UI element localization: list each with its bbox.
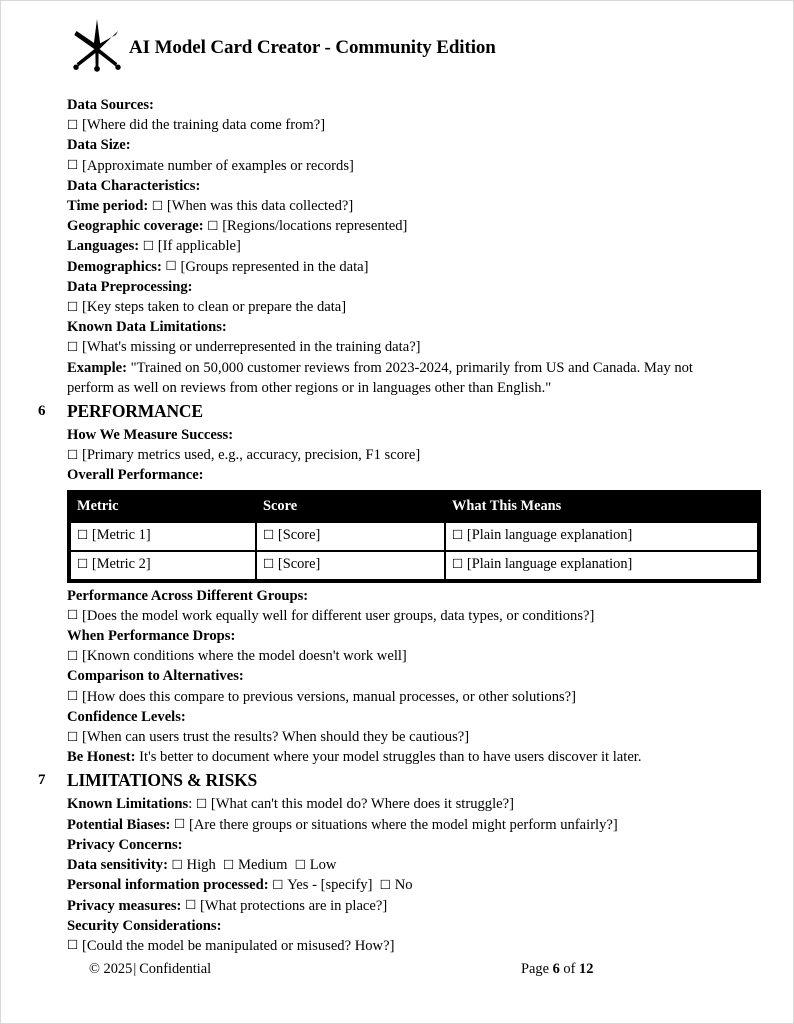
table-header-what-this-means: What This Means — [445, 493, 758, 522]
data-preprocessing-field[interactable] — [67, 297, 727, 317]
table-cell-score-text: [Score] — [277, 527, 321, 544]
table-row — [70, 551, 758, 580]
table-cell-metric[interactable] — [70, 522, 256, 551]
security-considerations-field[interactable] — [67, 936, 727, 956]
data-sensitivity-option-medium: Medium — [237, 857, 288, 874]
checkbox-icon[interactable]: ☐ — [151, 197, 164, 213]
checkbox-icon[interactable]: ☐ — [272, 876, 284, 892]
data-sensitivity-label: Data sensitivity: — [67, 857, 168, 874]
comparison-to-alternatives-label: Comparison to Alternatives: — [67, 668, 244, 685]
checkbox-icon[interactable]: ☐ — [67, 688, 79, 704]
section-heading-limitations — [38, 768, 727, 793]
personal-information-field[interactable] — [67, 875, 727, 895]
confidentiality-text: Confidential — [139, 961, 212, 977]
star-burst-logo-icon — [67, 17, 127, 79]
personal-information-option-yes: Yes - [specify] — [287, 877, 373, 894]
potential-biases-placeholder: [Are there groups or situations where the model might perform unfairly?] — [188, 816, 618, 833]
example-text: "Trained on 50,000 customer reviews from 2023-2024, primarily from US and Canada. May not perform as well on reviews from other regions or in languages other than English." — [67, 359, 693, 396]
data-sensitivity-field[interactable] — [67, 855, 727, 875]
demographics-label: Demographics: — [67, 258, 162, 275]
data-preprocessing-placeholder: [Key steps taken to clean or prepare the data] — [81, 299, 347, 316]
potential-biases-field[interactable] — [67, 815, 727, 835]
languages-placeholder: [If applicable] — [157, 238, 241, 255]
checkbox-icon[interactable]: ☐ — [67, 298, 79, 314]
table-cell-score[interactable] — [256, 551, 445, 580]
checkbox-icon[interactable]: ☐ — [185, 897, 197, 912]
checkbox-icon[interactable]: ☐ — [165, 258, 177, 274]
data-size-label: Data Size: — [67, 137, 131, 154]
known-limitations-field[interactable] — [67, 794, 727, 814]
data-preprocessing-label: Data Preprocessing: — [67, 278, 193, 295]
footer-page-indicator — [521, 959, 593, 979]
languages-label: Languages: — [67, 238, 140, 255]
confidence-levels-label: Confidence Levels: — [67, 708, 186, 725]
page-word: Page — [521, 961, 549, 977]
personal-information-option-no: No — [394, 877, 413, 894]
total-page-count: 12 — [579, 961, 594, 977]
table-header-score: Score — [256, 493, 445, 522]
of-word: of — [563, 961, 576, 977]
checkbox-icon[interactable]: ☐ — [67, 116, 79, 132]
data-sensitivity-option-high: High — [186, 857, 216, 874]
section-title: PERFORMANCE — [67, 401, 203, 422]
privacy-measures-placeholder: [What protections are in place?] — [200, 897, 388, 914]
demographics-field[interactable] — [67, 257, 727, 277]
performance-across-groups-label: Performance Across Different Groups: — [67, 587, 309, 604]
table-cell-meaning-text: [Plain language explanation] — [466, 556, 633, 573]
section-title: LIMITATIONS & RISKS — [67, 770, 258, 791]
known-data-limitations-placeholder: [What's missing or underrepresented in the training data?] — [81, 339, 421, 356]
section-number: 7 — [38, 772, 46, 789]
be-honest-label: Be Honest: — [67, 749, 136, 766]
confidence-levels-field[interactable] — [67, 727, 727, 747]
checkbox-icon[interactable]: ☐ — [67, 647, 79, 663]
checkbox-icon[interactable]: ☐ — [174, 816, 186, 832]
privacy-concerns-label: Privacy Concerns: — [67, 836, 183, 853]
footer-separator: | — [133, 961, 137, 977]
table-cell-metric[interactable] — [70, 551, 256, 580]
data-sources-field[interactable] — [67, 115, 727, 135]
table-header-metric: Metric — [70, 493, 256, 522]
checkbox-icon[interactable]: ☐ — [263, 526, 275, 542]
data-sources-label: Data Sources: — [67, 97, 154, 113]
document-header — [67, 15, 496, 81]
table-header-row — [70, 493, 758, 522]
geographic-coverage-field[interactable] — [67, 216, 727, 236]
time-period-field[interactable] — [67, 196, 727, 216]
confidence-levels-placeholder: [When can users trust the results? When should they be cautious?] — [81, 729, 470, 746]
checkbox-icon[interactable]: ☐ — [452, 526, 464, 542]
copyright-text: © 2025 — [89, 961, 133, 977]
table-cell-metric-text: [Metric 1] — [91, 527, 151, 544]
performance-across-groups-field[interactable] — [67, 606, 727, 626]
comparison-to-alternatives-placeholder: [How does this compare to previous versions, manual processes, or other solutions?] — [81, 688, 577, 705]
checkbox-icon[interactable]: ☐ — [67, 157, 79, 173]
performance-across-groups-placeholder: [Does the model work equally well for different user groups, data types, or conditions?] — [81, 607, 595, 624]
checkbox-icon[interactable]: ☐ — [67, 446, 79, 462]
known-data-limitations-field[interactable] — [67, 337, 727, 357]
section-number: 6 — [38, 403, 46, 420]
table-cell-meaning-text: [Plain language explanation] — [466, 527, 633, 544]
data-sensitivity-option-low: Low — [309, 857, 337, 874]
known-limitations-label: Known Limitations — [67, 796, 189, 813]
document-body — [38, 95, 727, 956]
data-size-placeholder: [Approximate number of examples or records] — [81, 157, 354, 174]
page-title: AI Model Card Creator - Community Edition — [129, 37, 496, 58]
table-row — [70, 522, 758, 551]
footer-left — [89, 959, 211, 979]
comparison-to-alternatives-field[interactable] — [67, 687, 727, 707]
be-honest-text: It's better to document where your model struggles than to have users discover it later. — [139, 749, 642, 766]
checkbox-icon[interactable]: ☐ — [67, 607, 79, 623]
checkbox-icon[interactable]: ☐ — [77, 555, 89, 571]
page-content — [1, 1, 793, 1023]
overall-performance-label: Overall Performance: — [67, 467, 204, 484]
table-cell-score-text: [Score] — [277, 556, 321, 573]
be-honest-note — [67, 747, 727, 767]
how-we-measure-success-placeholder: [Primary metrics used, e.g., accuracy, precision, F1 score] — [81, 447, 421, 464]
table-cell-metric-text: [Metric 2] — [91, 556, 151, 573]
how-we-measure-success-label: How We Measure Success: — [67, 427, 234, 444]
known-limitations-placeholder: [What can't this model do? Where does it struggle?] — [210, 796, 514, 813]
checkbox-icon[interactable]: ☐ — [67, 338, 79, 354]
checkbox-icon[interactable]: ☐ — [195, 795, 208, 811]
security-considerations-label: Security Considerations: — [67, 917, 222, 934]
performance-metrics-table — [67, 490, 761, 583]
checkbox-icon[interactable]: ☐ — [223, 856, 235, 872]
section-heading-performance — [38, 399, 727, 424]
demographics-placeholder: [Groups represented in the data] — [180, 258, 369, 275]
data-sources-placeholder: [Where did the training data come from?] — [81, 117, 326, 134]
when-performance-drops-placeholder: [Known conditions where the model doesn't work well] — [81, 648, 407, 665]
known-limitations-colon: : — [188, 796, 193, 813]
checkbox-icon[interactable]: ☐ — [379, 876, 392, 892]
data-example-paragraph — [67, 358, 727, 398]
data-size-field[interactable] — [67, 156, 727, 176]
current-page-number: 6 — [552, 961, 560, 977]
privacy-measures-field[interactable] — [67, 896, 727, 916]
security-considerations-placeholder: [Could the model be manipulated or misused? How?] — [81, 937, 395, 954]
checkbox-icon[interactable]: ☐ — [67, 937, 79, 953]
privacy-measures-label: Privacy measures: — [67, 897, 182, 914]
table-cell-score[interactable] — [256, 522, 445, 551]
when-performance-drops-label: When Performance Drops: — [67, 628, 236, 645]
checkbox-icon[interactable]: ☐ — [67, 728, 79, 744]
potential-biases-label: Potential Biases: — [67, 816, 171, 833]
how-we-measure-success-field[interactable] — [67, 445, 727, 465]
checkbox-icon[interactable]: ☐ — [207, 217, 219, 233]
when-performance-drops-field[interactable] — [67, 646, 727, 666]
personal-information-label: Personal information processed: — [67, 877, 269, 894]
checkbox-icon[interactable]: ☐ — [294, 856, 307, 872]
data-characteristics-label: Data Characteristics: — [67, 177, 201, 194]
checkbox-icon[interactable]: ☐ — [77, 526, 89, 542]
geographic-coverage-placeholder: [Regions/locations represented] — [222, 218, 408, 235]
languages-field[interactable] — [67, 236, 727, 256]
example-label: Example: — [67, 359, 127, 376]
checkbox-icon[interactable]: ☐ — [452, 555, 464, 571]
table-cell-meaning[interactable] — [445, 522, 758, 551]
geographic-coverage-label: Geographic coverage: — [67, 218, 204, 235]
checkbox-icon[interactable]: ☐ — [171, 856, 183, 872]
known-data-limitations-label: Known Data Limitations: — [67, 319, 227, 336]
checkbox-icon[interactable]: ☐ — [142, 237, 155, 253]
time-period-placeholder: [When was this data collected?] — [166, 198, 354, 215]
table-cell-meaning[interactable] — [445, 551, 758, 580]
checkbox-icon[interactable]: ☐ — [263, 555, 275, 571]
time-period-label: Time period: — [67, 198, 149, 215]
